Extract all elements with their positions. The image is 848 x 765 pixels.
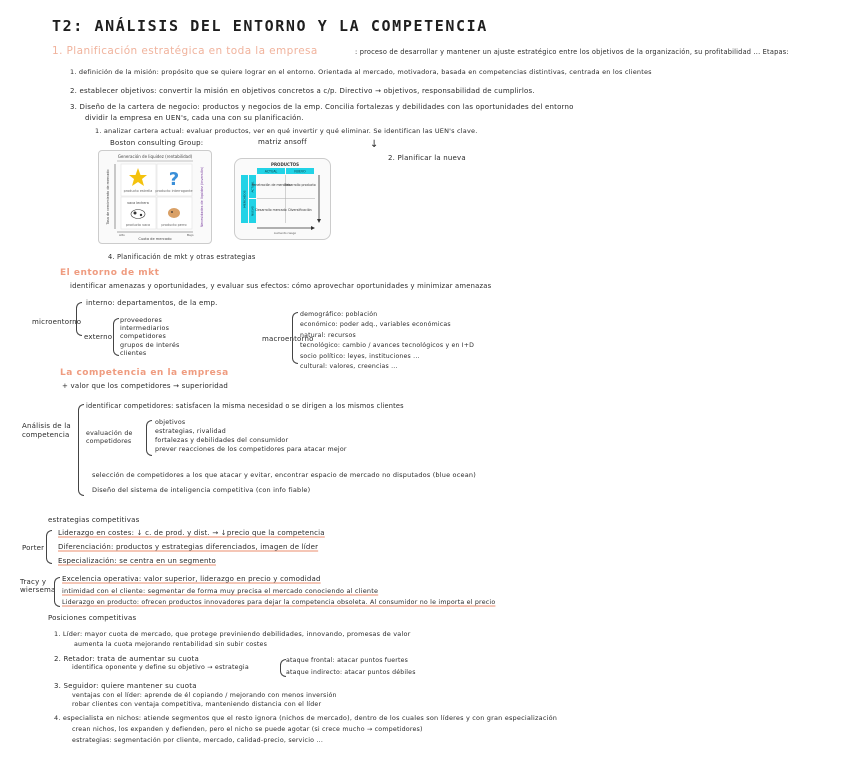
bcg-alto-label: Alto (119, 233, 125, 237)
externo-list (120, 316, 180, 357)
section-heading-entorno: El entorno de mkt (60, 268, 160, 278)
posicion-seguidor-c: robar clientes con ventaja competitiva, manteniendo distancia con el líder (72, 701, 322, 708)
externo-item: grupos de interés (120, 340, 180, 349)
ansoff-nuevo: NUEVO (294, 169, 306, 174)
step-cartera: 3. Diseño de la cartera de negocio: productos y negocios de la emp. Concilia fortalezas y debilidades con las oportunidades del entorno (70, 103, 574, 111)
arrow-down-icon: ↓ (370, 139, 379, 150)
cow-icon (131, 210, 145, 219)
ansoff-matrix-figure (234, 158, 331, 240)
macro-item: económico: poder adq., variables económicas (300, 321, 451, 329)
porter-diferenciacion: Diferenciación: productos y estrategias diferenciados, imagen de líder (58, 543, 319, 551)
posicion-lider-b: aumenta la cuota mejorando rentabilidad sin subir costes (74, 641, 268, 648)
micro-interno: interno: departamentos, de la emp. (86, 299, 218, 307)
ansoff-mercados: MERCADOS (242, 190, 247, 208)
step-planificacion-mkt: 4. Planificación de mkt y otras estrategias (108, 253, 256, 261)
posicion-especialista-b: crean nichos, los expanden y defienden, pero el nicho se puede agotar (si crece mucho → competidores) (72, 726, 423, 733)
porter-especializacion: Especialización: se centra en un segmento (58, 557, 217, 565)
brace-evaluacion (146, 420, 152, 456)
retador-frontal: ataque frontal: atacar puntos fuertes (286, 657, 409, 664)
porter-costes: Liderazgo en costes: ↓ c. de prod. y dist. → ↓precio que la competencia (58, 529, 325, 537)
dog-icon (168, 208, 180, 218)
step-planificar-nueva: 2. Planificar la nueva (388, 154, 466, 162)
porter-label: Porter (22, 544, 45, 552)
bcg-bottom-label: Cuota de mercado (138, 237, 172, 241)
posicion-seguidor-b: ventajas con el líder: aprende de él copiando / mejorando con menos inversión (72, 692, 337, 699)
posicion-retador-b: identifica oponente y define su objetivo → estrategia (72, 664, 249, 671)
bcg-bajo-label: Bajo (187, 233, 194, 237)
evaluacion-item: estrategias, rivalidad (155, 428, 226, 435)
externo-item: proveedores (120, 316, 163, 324)
ansoff-m-nuevo: NUEVO (250, 206, 255, 216)
posicion-especialista: 4. especialista en nichos: atiende segmentos que el resto ignora (nichos de mercado), dentro de los cuales son líderes y con gran especialización (54, 714, 558, 722)
bcg-q3-label: producto vaca (125, 223, 151, 227)
micro-externo-label: externo (84, 333, 113, 341)
externo-item: clientes (120, 348, 147, 357)
ansoff-matrix-svg (235, 159, 330, 239)
externo-item: competidores (120, 332, 167, 341)
brace-macro (292, 312, 298, 364)
page-title: T2: ANÁLISIS DEL ENTORNO Y LA COMPETENCIA (52, 17, 488, 35)
ansoff-caption: matriz ansoff (258, 138, 307, 146)
brace-micro (76, 302, 82, 336)
macro-list (300, 310, 474, 372)
bcg-caption: Boston consulting Group: (110, 139, 204, 147)
macro-item: tecnológico: cambio / avances tecnológicos y en I+D (300, 342, 475, 350)
ansoff-c3: Desarrollo mercado (255, 208, 287, 212)
entorno-intro: identificar amenazas y oportunidades, y evaluar sus efectos: cómo aprovechar oportunidades y minimizar amenazas (70, 282, 492, 290)
evaluacion-item: fortalezas y debilidades del consumidor (155, 437, 289, 444)
question-icon: ? (168, 169, 180, 190)
step-cartera-uen: dividir la empresa en UEN's, cada una con su planificación. (85, 114, 304, 122)
step-mision: 1. definición de la misión: propósito que se quiere lograr en el entorno. Orientada al mercado, motivadora, basada en competencias distintivas, centrada en los clientes (70, 68, 652, 76)
macro-item: cultural: valores, creencias ... (300, 363, 398, 371)
tracy-liderazgo: Liderazgo en producto: ofrecen productos innovadores para dejar la competencia obsoleta. Al consumidor no le importa el precio (62, 599, 496, 606)
ansoff-c1: Penetración de mercado (251, 183, 291, 187)
bcg-q1-label: producto estrella (123, 189, 153, 193)
posicion-seguidor: 3. Seguidor: quiere mantener su cuota (54, 682, 197, 690)
bcg-matrix-svg (99, 151, 211, 243)
macro-item: socio político: leyes, instituciones ... (300, 352, 420, 360)
analisis-identificar: identificar competidores: satisfacen la misma necesidad o se dirigen a los mismos clientes (86, 402, 404, 410)
bcg-left-label: Tasa de crecimiento de mercado (106, 169, 110, 225)
tracy-excelencia: Excelencia operativa: valor superior, liderazgo en precio y comodidad (62, 575, 321, 583)
ansoff-axis-label: Aumento riesgo (273, 231, 297, 235)
bcg-q4-label: producto perro (161, 223, 187, 227)
step-objetivos: 2. establecer objetivos: convertir la misión en objetivos concretos a c/p. Directivo → objetivos, responsabilidad de cumplirlos. (70, 87, 535, 95)
posiciones-competitivas-label: Posiciones competitivas (48, 614, 137, 622)
tracy-intimidad: intimidad con el cliente: segmentar de forma muy precisa el mercado conociendo al cliente (62, 587, 379, 595)
macro-item: demográfico: población (300, 311, 378, 318)
estrategias-competitivas-label: estrategias competitivas (48, 516, 140, 524)
bcg-matrix-figure (98, 150, 212, 244)
posicion-especialista-c: estrategias: segmentación por cliente, mercado, calidad-precio, servicio ... (72, 737, 324, 744)
brace-externo (113, 318, 119, 356)
evaluacion-item: prever reacciones de los competidores para atacar mejor (155, 446, 347, 453)
evaluacion-item: objetivos (155, 419, 186, 426)
ansoff-c2: Desarrollo producto (284, 183, 316, 187)
tracy-wiersema-label: Tracy y wiersema (20, 578, 56, 594)
analisis-diseno: Diseño del sistema de inteligencia competitiva (con info fiable) (92, 486, 311, 494)
macro-item: natural: recursos (300, 331, 356, 339)
macroentorno-label: macroentorno (262, 335, 314, 343)
posicion-retador: 2. Retador: trata de aumentar su cuota (54, 655, 199, 663)
posicion-lider: 1. Líder: mayor cuota de mercado, que protege previniendo debilidades, innovando, promesas de valor (54, 630, 411, 638)
retador-indirecto: ataque indirecto: atacar puntos débiles (286, 669, 416, 676)
microentorno-label: microentorno (32, 318, 82, 326)
ansoff-c4: Diversificación (288, 208, 312, 212)
step-cartera-analizar: 1. analizar cartera actual: evaluar productos, ver en qué invertir y qué eliminar. Se identifican las UEN's clave. (95, 127, 478, 135)
ansoff-title: PRODUCTOS (271, 162, 299, 167)
brace-tracy (54, 577, 60, 607)
planificacion-definition: : proceso de desarrollar y mantener un ajuste estratégico entre los objetivos de la organización, su profitabilidad ... Etapas: (355, 48, 789, 56)
analisis-competencia-label: Análisis de la competencia (22, 422, 71, 439)
evaluacion-list (155, 418, 347, 454)
competencia-intro: + valor que los competidores → superioridad (62, 382, 229, 390)
section-heading-planificacion: 1. Planificación estratégica en toda la empresa (52, 45, 318, 57)
bcg-q5-label: vaca lechera (127, 201, 149, 205)
bcg-right-label: Necesidades de liquidez (inversión) (200, 166, 204, 228)
analisis-evaluacion: evaluación de competidores (86, 430, 133, 445)
bcg-top-label: Generación de liquidez (rentabilidad) (117, 154, 193, 159)
bcg-q2-label: producto interrogante (155, 189, 193, 193)
brace-analisis (78, 404, 84, 496)
ansoff-actual: ACTUAL (264, 169, 278, 174)
brace-porter (46, 530, 52, 564)
externo-item: intermediarios (120, 324, 170, 333)
analisis-seleccion: selección de competidores a los que atacar y evitar, encontrar espacio de mercado no disputados (blue ocean) (92, 471, 476, 479)
ansoff-m-actual: ACTUAL (250, 181, 255, 193)
section-heading-competencia: La competencia en la empresa (60, 368, 229, 378)
